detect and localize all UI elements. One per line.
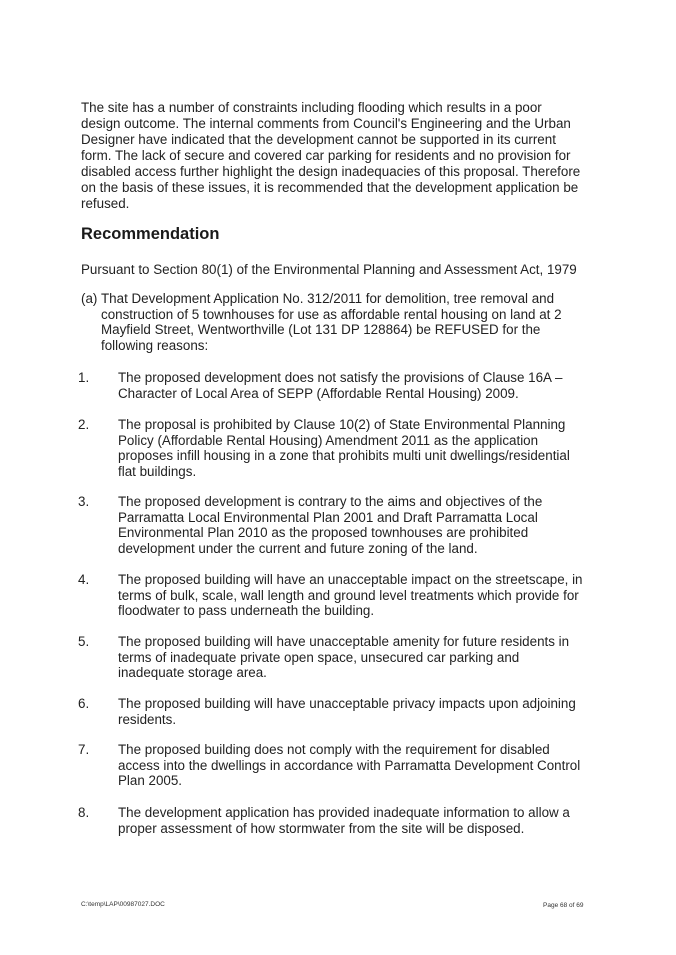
pursuant-statement: Pursuant to Section 80(1) of the Environmental Planning and Assessment Act, 1979 bbox=[81, 262, 577, 277]
reason-item bbox=[78, 634, 588, 681]
reason-number: 7. bbox=[78, 742, 90, 757]
reason-text: The proposed building will have an unacceptable impact on the streetscape, in terms of bulk, scale, wall length and ground level treatments which provide for floodwater to pass underneath the building. bbox=[118, 572, 583, 618]
reason-item bbox=[78, 572, 588, 619]
reason-item bbox=[78, 696, 588, 727]
paragraph-a-text: That Development Application No. 312/2011 for demolition, tree removal and construction of 5 townhouses for use as affordable rental housing on land at 2 Mayfield Street, Wentworthville (Lot 131 DP 128864) be REFUSED for the following reasons: bbox=[101, 291, 562, 353]
reason-number: 8. bbox=[78, 805, 90, 820]
reason-number: 5. bbox=[78, 634, 90, 649]
paragraph-a bbox=[81, 291, 581, 353]
reason-item bbox=[78, 494, 588, 556]
reason-item bbox=[78, 417, 588, 479]
reason-number: 1. bbox=[78, 370, 90, 385]
reason-number: 4. bbox=[78, 572, 90, 587]
reason-number: 3. bbox=[78, 494, 90, 509]
paragraph-a-label: (a) bbox=[81, 291, 98, 306]
reason-text: The development application has provided inadequate information to allow a proper assessment of how stormwater from the site will be disposed. bbox=[118, 805, 570, 836]
reason-text: The proposed building will have unacceptable privacy impacts upon adjoining residents. bbox=[118, 696, 576, 727]
reason-text: The proposed building will have unacceptable amenity for future residents in terms of inadequate private open space, unsecured car parking and inadequate storage area. bbox=[118, 634, 570, 680]
intro-paragraph: The site has a number of constraints including flooding which results in a poor design outcome. The internal comments from Council's Engineering and the Urban Designer have indicated that the development cannot be supported in its current form. The lack of secure and covered car parking for residents and no provision for disabled access further highlight the design inadequacies of this proposal. Therefore on the basis of these issues, it is recommended that the development application be refused. bbox=[81, 100, 581, 211]
footer-page-number: Page 68 of 69 bbox=[543, 902, 584, 909]
section-heading: Recommendation bbox=[81, 225, 220, 243]
reason-text: The proposed building does not comply with the requirement for disabled access into the dwellings in accordance with Parramatta Development Control Plan 2005. bbox=[118, 742, 581, 788]
reason-text: The proposal is prohibited by Clause 10(2) of State Environmental Planning Policy (Affordable Rental Housing) Amendment 2011 as the application proposes infill housing in a zone that prohibits multi unit dwellings/residential flat buildings. bbox=[118, 417, 570, 479]
reason-text: The proposed development is contrary to the aims and objectives of the Parramatta Local Environmental Plan 2001 and Draft Parramatta Local Environmental Plan 2010 as the proposed townhouses are prohibited development under the current and future zoning of the land. bbox=[118, 494, 543, 556]
reason-text: The proposed development does not satisfy the provisions of Clause 16A – Character of Local Area of SEPP (Affordable Rental Housing) 2009. bbox=[118, 370, 563, 401]
reason-number: 6. bbox=[78, 696, 90, 711]
footer-file-path: C:\temp\LAP\00987027.DOC bbox=[81, 901, 165, 908]
reason-number: 2. bbox=[78, 417, 90, 432]
reason-item bbox=[78, 742, 588, 789]
reason-item bbox=[78, 805, 588, 836]
reason-item bbox=[78, 370, 588, 401]
